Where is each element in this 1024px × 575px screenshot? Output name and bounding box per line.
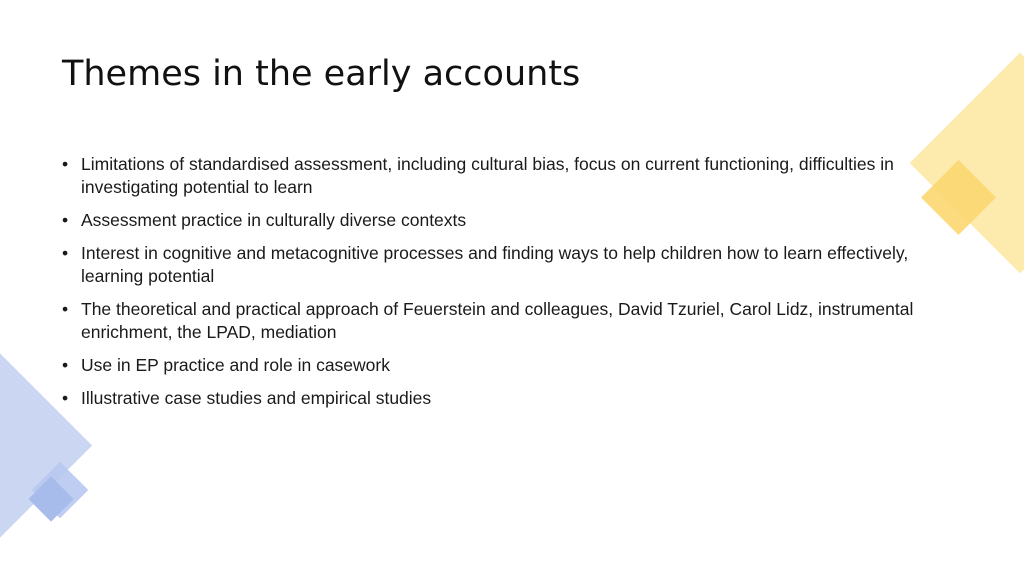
bullet-item: [62, 209, 922, 232]
bullet-item: [62, 242, 922, 288]
bullet-text: Limitations of standardised assessment, including cultural bias, focus on current functioning, difficulties in investigating potential to learn: [81, 154, 894, 197]
yellow-diamond-decoration: [910, 53, 1024, 274]
bullet-dot: •: [62, 388, 69, 408]
slide-title: Themes in the early accounts: [62, 54, 581, 94]
bullet-dot: •: [62, 154, 69, 174]
bullet-list: [62, 153, 922, 420]
bullet-text: Assessment practice in culturally diverse contexts: [81, 210, 467, 230]
bullet-dot: •: [62, 299, 69, 319]
bullet-text: Use in EP practice and role in casework: [81, 355, 390, 375]
bullet-dot: •: [62, 355, 69, 375]
bullet-dot: •: [62, 210, 69, 230]
bullet-item: [62, 298, 922, 344]
bullet-item: [62, 153, 922, 199]
bullet-item: [62, 354, 922, 377]
bullet-item: [62, 387, 922, 410]
bullet-text: Interest in cognitive and metacognitive processes and finding ways to help children how to learn effectively, learning potential: [81, 243, 909, 286]
bullet-text: The theoretical and practical approach of Feuerstein and colleagues, David Tzuriel, Carol Lidz, instrumental enrichment, the LPAD, mediation: [81, 299, 914, 342]
bullet-dot: •: [62, 243, 69, 263]
bullet-text: Illustrative case studies and empirical studies: [81, 388, 432, 408]
